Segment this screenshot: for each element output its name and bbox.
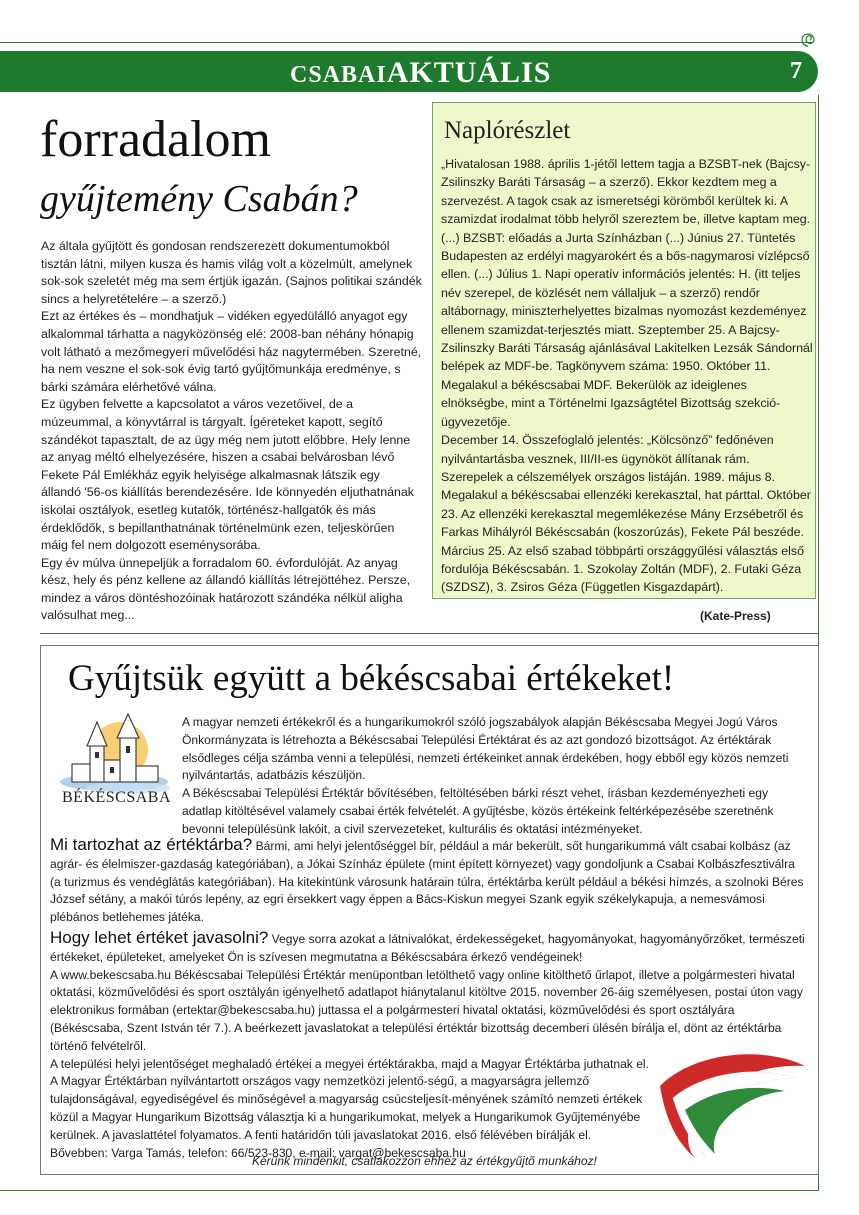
diary-sidebar xyxy=(432,102,816,599)
magazine-title xyxy=(290,56,551,90)
article-paragraph: Egy év múlva ünnepeljük a forradalom 60. évfordulóját. Az anyag kész, hely és pénz kellene az állandó kiállítás létrejöttéhez. Persze, mindez a város döntéshozóinak határozott szándéka nélkül aligha valósulhat meg... xyxy=(41,555,411,623)
article-title-line-1: forradalom xyxy=(40,111,272,168)
section-heading: Mi tartozhat az értéktárba? xyxy=(50,835,253,854)
intro-paragraph: A Békéscsabai Települési Értéktár bővítésében, feltöltésében bárki részt vehet, írásban kezdeményezheti egy adatlap kitöltésével valamely csabai érték felvételét. A gyűjtésbe, közös értékeink feltérképezésébe szeretnénk bevonni településünk lakóit, a civil szervezeteket, kulturális és oktatási intézményeket. xyxy=(182,786,774,836)
swirl-ornament-icon xyxy=(800,32,816,48)
sidebar-body xyxy=(441,155,813,597)
intro-paragraph: A magyar nemzeti értékekről és a hungarikumokról szóló jogszabályok alapján Békéscsaba Megyei Jogú Város Önkormányzata is létrehozta a Békéscsabai Települési Értéktárat és az azt gondozó bizottságot. Az értéktárak elsődleges célja számba venni a települési, nemzeti értékeinket annak érdekében, hogy ebből egy közös nemzeti nyilvántartás, adatbázis készüljön. xyxy=(182,715,789,783)
article-paragraph: Ez ügyben felvette a kapcsolatot a város vezetőivel, de a múzeummal, a könyvtárral is tárgyalt. Ígéreteket kapott, segítő szándékot tapasztalt, de az ügy még nem jutott előbbre. Hely lenne az anyag méltó elhelyezésére, hiszen a csabai belvárosban lévő Fekete Pál Emlékház egyik helyisége alkalmasnak látszik egy állandó '56-os kiállítás berendezésére. Ide könnyedén eljuthatnának iskolai osztályok, esetleg kutatók, történész-hallgatók és más érdeklődők, s bepillanthatnának történelmünk ezen, teljeskörűen máig fel nem dolgozott eseménysorába. xyxy=(41,397,414,553)
section-paragraph xyxy=(50,929,806,967)
section-paragraph: A települési helyi jelentőséget meghaladó értékei a megyei értéktárakba, majd a Magyar Értéktárba juthatnak el. A Magyar Értéktárban nyilvántartott országos vagy nemzetközi jelentő-ségű, a magyarságra jellemző tulajdonságával, egyediségével és minőségével a magyarság csúcsteljesít-ményének számító nemzeti értékek közül a Magyar Hungarikum Bizottság választja ki a hungarikumokat, melyek a Hungarikumok Gyűjteményébe kerülnek. A javaslattétel folyamatos. A fenti határidőn túli javaslatokat 2016. első félévében bírálják el. xyxy=(50,1056,649,1142)
section-paragraph xyxy=(50,836,806,927)
section-text: Bármi, ami helyi jelentőséggel bír, például a már bekerült, sőt hungarikummá vált csabai kolbász (az agrár- és élelmiszer-gazdaság kategóriában), a Jókai Színház épülete (mint épített környezet) vagy gondoljunk a Csabai Kolbászfesztiválra (a turizmus és vendéglátás kategóriában). Ha kitekintünk városunk határain túlra, értéktárba került például a békési hímzés, a szolnoki Béres József sétány, a makói túrós lepény, az egri érsekkert vagy éppen a Bács-Kiskun megyei Szank egyik székelykapuja, a nemesvámosi plébános betlehemes játéka. xyxy=(50,839,804,925)
section-paragraph: A www.bekescsaba.hu Békéscsabai Települési Értéktár menüpontban letölthető vagy online kitölthető űrlapot, illetve a polgármesteri hivatal oktatási, közművelődési és sport osztályán igényelhető adatlapot hiánytalanul kitöltve 2015. november 26-áig személyesen, postai úton vagy elektronikus formában (ertektar@bekescsaba.hu) juttassa el a polgármesteri hivatal oktatási, közművelődési és sport osztályára (Békéscsaba, Szent István tér 7.). A beérkezett javaslatokat a települési értéktár bizottság decemberi ülésén bírálja el, dönt az értéktárba történő felvételről. xyxy=(50,967,803,1053)
closing-appeal: Kérünk mindenkit, csatlakozzon ehhez az értékgyűjtő munkához! xyxy=(252,1154,597,1168)
sidebar-paragraph: December 14. Összefoglaló jelentés: „Kölcsönző” fedőnéven nyilvántartásba vesznek, III/II-es ügynököt állítanak rám. Szerepelek a célszemélyek országos listáján. 1989. május 8. Megalakul a békéscsabai ellenzéki kerekasztal, hat párttal. Október 23. Az ellenzéki kerekasztal megemlékezése Mány Erzsébetről és Farkas Mihályról Békéscsabán (koszorúzás), Fekete Pál beszéde. Március 25. Az első szabad többpárti országgyűlési választás első fordulója Békéscsabán. 1. Szokolay Zoltán (MDF), 2. Futaki Géza (SZDSZ), 3. Zsiros Géza (Független Kisgazdapárt). xyxy=(441,433,811,595)
title-part-1: CSABAI xyxy=(290,62,387,88)
article-paragraph: Ezt az értékes és – mondhatjuk – vidéken egyedülálló anyagot egy alkalommal tárhatta a nagyközönség elé: 2008-ban néhány hónapig volt látható a mezőmegyeri művelődési ház nagytermében. Szeretné, ha nem veszne el sok-sok évig tartó gyűjtőmunkája eredménye, s bárki számára elérhetővé válna. xyxy=(41,309,422,394)
values-box-title: Gyűjtsük együtt a békéscsabai értékeket! xyxy=(68,658,675,699)
sidebar-paragraph: „Hivatalosan 1988. április 1-jétől lettem tagja a BZSBT-nek (Bajcsy-Zsilinszky Baráti Társaság – a szerző). Ekkor kezdtem meg a szervezést. A tagok csak az ismeretségi körömből kerültek ki. A szamizdat irodalmat több helyről szereztem be, illetve kaptam meg. (...) BZSBT: előadás a Jurta Színházban (...) Június 27. Tüntetés Budapesten az erdélyi magyarokért és a bős-nagymarosi vízlépcső ellen. (...) Július 1. Napi operatív információs jelentés: H. (itt teljes név szerepel, de közlését nem vállaljuk – a szerző) rendőr altábornagy, miniszterhelyettes bizalmas nyomozást kezdeményez ellenem szamizdat-terjesztés miatt. Szeptember 25. A Bajcsy-Zsilinszky Baráti Társaság ajánlásával Lakitelken Lezsák Sándornál belépek az MDF-be. Tagkönyvem száma: 1950. Október 11. Megalakul a békéscsabai MDF. Bekerülök az ideiglenes elnökségbe, mint a Történelmi Igazságtétel Bizottság szekció-ügyvezetője. xyxy=(441,157,813,429)
tricolor-ribbon-icon xyxy=(655,1036,810,1161)
section-text: Vegye sorra azokat a látnivalókat, érdekességeket, hagyományokat, hagyományőrzőket, természeti értékeket, épületeket, amelyeket Ön is szívesen megmutatna a Békéscsabára érkező vendégeinek! xyxy=(50,932,805,964)
section-heading: Hogy lehet értéket javasolni? xyxy=(50,928,269,947)
frame-bottom-line xyxy=(0,1190,819,1191)
frame-top-line xyxy=(0,42,812,43)
logo-city-name: BÉKÉSCSABA xyxy=(62,789,172,806)
article-title-line-2: gyűjtemény Csabán? xyxy=(40,178,358,220)
title-part-2: AKTUÁLIS xyxy=(386,56,552,89)
article-body xyxy=(41,238,423,625)
section-divider xyxy=(40,633,818,634)
values-intro xyxy=(182,714,804,839)
sidebar-title: Naplórészlet xyxy=(444,117,571,144)
article-paragraph: Az általa gyűjtött és gondosan rendszerezett dokumentumokból tisztán látni, milyen kusza és hamis világ volt a közelmúlt, amelynek sok-sok szeletét még ma sem értjük igazán. (Sajnos politikai szándék sincs a helyretételére – a szerző.) xyxy=(41,239,422,306)
author-credit: (Kate-Press) xyxy=(700,609,771,623)
section-what-belongs xyxy=(50,836,806,927)
page-number: 7 xyxy=(790,58,802,84)
contact-line: Bővebben: Varga Tamás, telefon: 66/523-830, e-mail: vargat@bekescsaba.hu xyxy=(50,1145,466,1160)
